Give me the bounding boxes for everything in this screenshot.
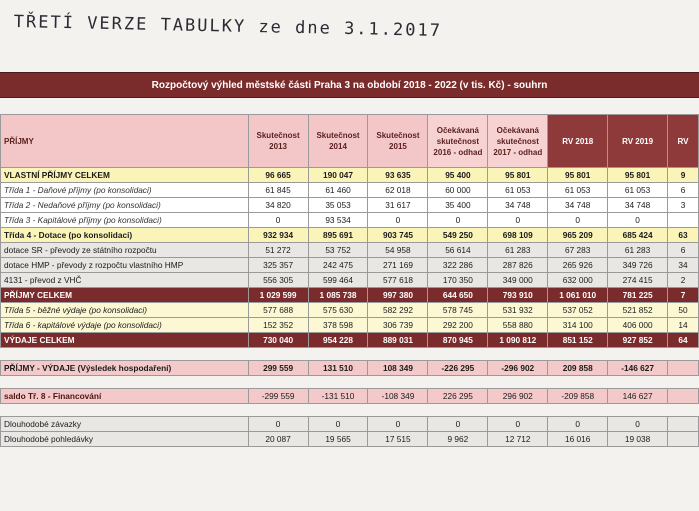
cell-value: 95 801	[488, 168, 548, 183]
row-label: Dlouhodobé závazky	[1, 417, 249, 432]
column-header-5: Očekávaná skutečnost 2017 - odhad	[488, 115, 548, 168]
table-row	[1, 303, 699, 318]
cell-value: 6	[668, 243, 699, 258]
cell-value: -299 559	[248, 389, 308, 404]
cell-value: 632 000	[548, 273, 608, 288]
cell-value: 322 286	[428, 258, 488, 273]
cell-value	[548, 404, 608, 417]
cell-value: 1 061 010	[548, 288, 608, 303]
cell-value: 0	[368, 417, 428, 432]
cell-value: 577 618	[368, 273, 428, 288]
cell-value: 131 510	[308, 361, 368, 376]
cell-value	[248, 376, 308, 389]
cell-value	[608, 376, 668, 389]
cell-value: 34 748	[488, 198, 548, 213]
cell-value	[668, 348, 699, 361]
header-row	[1, 115, 699, 168]
cell-value: 927 852	[608, 333, 668, 348]
cell-value: 0	[428, 417, 488, 432]
cell-value: 152 352	[248, 318, 308, 333]
cell-value	[368, 348, 428, 361]
cell-value: 577 688	[248, 303, 308, 318]
cell-value	[608, 404, 668, 417]
cell-value: 35 053	[308, 198, 368, 213]
column-header-8: RV	[668, 115, 699, 168]
spacer-row	[1, 404, 699, 417]
cell-value	[308, 404, 368, 417]
cell-value: 226 295	[428, 389, 488, 404]
budget-table-container	[0, 114, 699, 447]
cell-value	[668, 389, 699, 404]
cell-value: 903 745	[368, 228, 428, 243]
cell-value: 146 627	[608, 389, 668, 404]
cell-value: -146 627	[608, 361, 668, 376]
cell-value: 64	[668, 333, 699, 348]
cell-value: 1 090 812	[488, 333, 548, 348]
row-label	[1, 348, 249, 361]
cell-value: 0	[308, 417, 368, 432]
column-header-2: Skutečnost 2014	[308, 115, 368, 168]
cell-value: 0	[488, 213, 548, 228]
cell-value: 1 029 599	[248, 288, 308, 303]
row-label: PŘÍJMY CELKEM	[1, 288, 249, 303]
row-label: dotace SR - převody ze státního rozpočtu	[1, 243, 249, 258]
row-label: VÝDAJE CELKEM	[1, 333, 249, 348]
cell-value: 521 852	[608, 303, 668, 318]
cell-value: 61 053	[488, 183, 548, 198]
table-row	[1, 183, 699, 198]
cell-value	[668, 432, 699, 447]
cell-value	[668, 213, 699, 228]
cell-value: 0	[368, 213, 428, 228]
column-header-3: Skutečnost 2015	[368, 115, 428, 168]
table-title-banner	[0, 72, 699, 98]
table-row	[1, 288, 699, 303]
cell-value: 6	[668, 183, 699, 198]
cell-value: 96 665	[248, 168, 308, 183]
cell-value: 34	[668, 258, 699, 273]
cell-value	[488, 376, 548, 389]
cell-value: 60 000	[428, 183, 488, 198]
cell-value	[668, 361, 699, 376]
cell-value: 170 350	[428, 273, 488, 288]
cell-value: 61 283	[488, 243, 548, 258]
cell-value: 685 424	[608, 228, 668, 243]
cell-value: 61 053	[548, 183, 608, 198]
cell-value: 997 380	[368, 288, 428, 303]
table-row	[1, 417, 699, 432]
budget-table	[0, 114, 699, 447]
cell-value: 954 228	[308, 333, 368, 348]
cell-value: 61 460	[308, 183, 368, 198]
cell-value: 2	[668, 273, 699, 288]
cell-value: 53 752	[308, 243, 368, 258]
cell-value	[488, 348, 548, 361]
cell-value: -108 349	[368, 389, 428, 404]
cell-value: 9 962	[428, 432, 488, 447]
cell-value: 7	[668, 288, 699, 303]
cell-value: 16 016	[548, 432, 608, 447]
table-row	[1, 243, 699, 258]
cell-value: 895 691	[308, 228, 368, 243]
row-label: Třída 3 - Kapitálové příjmy (po konsolidaci)	[1, 213, 249, 228]
row-label: Třída 1 - Daňové příjmy (po konsolidaci)	[1, 183, 249, 198]
cell-value	[428, 404, 488, 417]
cell-value: 271 169	[368, 258, 428, 273]
cell-value: 0	[428, 213, 488, 228]
row-label: saldo Tř. 8 - Financování	[1, 389, 249, 404]
cell-value: 299 559	[248, 361, 308, 376]
cell-value: 406 000	[608, 318, 668, 333]
cell-value: -296 902	[488, 361, 548, 376]
cell-value: 61 845	[248, 183, 308, 198]
cell-value: 9	[668, 168, 699, 183]
cell-value	[368, 404, 428, 417]
cell-value	[308, 376, 368, 389]
cell-value: 190 047	[308, 168, 368, 183]
cell-value: 95 801	[548, 168, 608, 183]
cell-value: 558 880	[488, 318, 548, 333]
cell-value	[608, 348, 668, 361]
cell-value: 698 109	[488, 228, 548, 243]
cell-value: 0	[608, 417, 668, 432]
spacer-row	[1, 376, 699, 389]
row-label: PŘÍJMY - VÝDAJE (Výsledek hospodaření)	[1, 361, 249, 376]
row-label	[1, 404, 249, 417]
cell-value: 932 934	[248, 228, 308, 243]
cell-value: 0	[608, 213, 668, 228]
cell-value: 3	[668, 198, 699, 213]
cell-value: 17 515	[368, 432, 428, 447]
cell-value: 274 415	[608, 273, 668, 288]
cell-value: 793 910	[488, 288, 548, 303]
cell-value: 61 283	[608, 243, 668, 258]
cell-value: 34 748	[608, 198, 668, 213]
cell-value	[668, 404, 699, 417]
cell-value: 0	[548, 417, 608, 432]
cell-value: 296 902	[488, 389, 548, 404]
table-row	[1, 318, 699, 333]
cell-value: 889 031	[368, 333, 428, 348]
row-label: Třída 4 - Dotace (po konsolidaci)	[1, 228, 249, 243]
cell-value: 50	[668, 303, 699, 318]
column-header-0: PŘÍJMY	[1, 115, 249, 168]
table-row	[1, 333, 699, 348]
cell-value: 242 475	[308, 258, 368, 273]
cell-value: 851 152	[548, 333, 608, 348]
table-row	[1, 213, 699, 228]
cell-value	[668, 417, 699, 432]
row-label: 4131 - převod z VHČ	[1, 273, 249, 288]
cell-value: 1 085 738	[308, 288, 368, 303]
cell-value: 644 650	[428, 288, 488, 303]
cell-value	[428, 348, 488, 361]
cell-value	[488, 404, 548, 417]
cell-value: 0	[548, 213, 608, 228]
cell-value: -131 510	[308, 389, 368, 404]
cell-value: 965 209	[548, 228, 608, 243]
column-header-1: Skutečnost 2013	[248, 115, 308, 168]
cell-value: 12 712	[488, 432, 548, 447]
cell-value: 549 250	[428, 228, 488, 243]
row-label: Třída 6 - kapitálové výdaje (po konsolidaci)	[1, 318, 249, 333]
table-body	[1, 168, 699, 447]
table-title: Rozpočtový výhled městské části Praha 3 na období 2018 - 2022 (v tis. Kč) - souhrn	[151, 79, 548, 91]
cell-value: 556 305	[248, 273, 308, 288]
cell-value: 14	[668, 318, 699, 333]
cell-value: 56 614	[428, 243, 488, 258]
table-row	[1, 432, 699, 447]
cell-value: 265 926	[548, 258, 608, 273]
cell-value: 349 726	[608, 258, 668, 273]
row-label	[1, 376, 249, 389]
cell-value: 378 598	[308, 318, 368, 333]
row-label: dotace HMP - převody z rozpočtu vlastního HMP	[1, 258, 249, 273]
row-label: Třída 2 - Nedaňové příjmy (po konsolidaci)	[1, 198, 249, 213]
cell-value: 62 018	[368, 183, 428, 198]
cell-value: 19 565	[308, 432, 368, 447]
cell-value: 870 945	[428, 333, 488, 348]
cell-value: 531 932	[488, 303, 548, 318]
cell-value	[548, 348, 608, 361]
cell-value	[548, 376, 608, 389]
cell-value: 349 000	[488, 273, 548, 288]
row-label: Dlouhodobé pohledávky	[1, 432, 249, 447]
cell-value: 61 053	[608, 183, 668, 198]
cell-value: 314 100	[548, 318, 608, 333]
cell-value	[668, 376, 699, 389]
table-row	[1, 228, 699, 243]
cell-value: 54 958	[368, 243, 428, 258]
cell-value: 63	[668, 228, 699, 243]
cell-value: -209 858	[548, 389, 608, 404]
cell-value: 781 225	[608, 288, 668, 303]
cell-value: 31 617	[368, 198, 428, 213]
cell-value: 67 283	[548, 243, 608, 258]
cell-value: 287 826	[488, 258, 548, 273]
table-row	[1, 273, 699, 288]
table-row	[1, 198, 699, 213]
cell-value: 95 801	[608, 168, 668, 183]
cell-value: 578 745	[428, 303, 488, 318]
row-label: VLASTNÍ PŘÍJMY CELKEM	[1, 168, 249, 183]
cell-value: 537 052	[548, 303, 608, 318]
cell-value: -226 295	[428, 361, 488, 376]
cell-value: 20 087	[248, 432, 308, 447]
cell-value	[368, 376, 428, 389]
cell-value: 292 200	[428, 318, 488, 333]
cell-value	[248, 348, 308, 361]
cell-value: 0	[488, 417, 548, 432]
cell-value: 599 464	[308, 273, 368, 288]
cell-value: 0	[248, 213, 308, 228]
column-header-7: RV 2019	[608, 115, 668, 168]
table-row	[1, 258, 699, 273]
cell-value: 19 038	[608, 432, 668, 447]
column-header-4: Očekávaná skutečnost 2016 - odhad	[428, 115, 488, 168]
cell-value: 108 349	[368, 361, 428, 376]
cell-value: 325 357	[248, 258, 308, 273]
cell-value: 730 040	[248, 333, 308, 348]
handwritten-note: TŘETÍ VERZE TABULKY ze dne 3.1.2017	[13, 12, 443, 41]
table-row	[1, 361, 699, 376]
column-header-6: RV 2018	[548, 115, 608, 168]
cell-value: 51 272	[248, 243, 308, 258]
cell-value: 209 858	[548, 361, 608, 376]
cell-value: 306 739	[368, 318, 428, 333]
cell-value: 95 400	[428, 168, 488, 183]
table-row	[1, 389, 699, 404]
cell-value: 93 534	[308, 213, 368, 228]
cell-value: 35 400	[428, 198, 488, 213]
row-label: Třída 5 - běžné výdaje (po konsolidaci)	[1, 303, 249, 318]
cell-value	[308, 348, 368, 361]
cell-value: 93 635	[368, 168, 428, 183]
cell-value: 582 292	[368, 303, 428, 318]
cell-value: 34 748	[548, 198, 608, 213]
cell-value: 0	[248, 417, 308, 432]
cell-value	[248, 404, 308, 417]
cell-value: 575 630	[308, 303, 368, 318]
table-row	[1, 168, 699, 183]
cell-value	[428, 376, 488, 389]
cell-value: 34 820	[248, 198, 308, 213]
spacer-row	[1, 348, 699, 361]
